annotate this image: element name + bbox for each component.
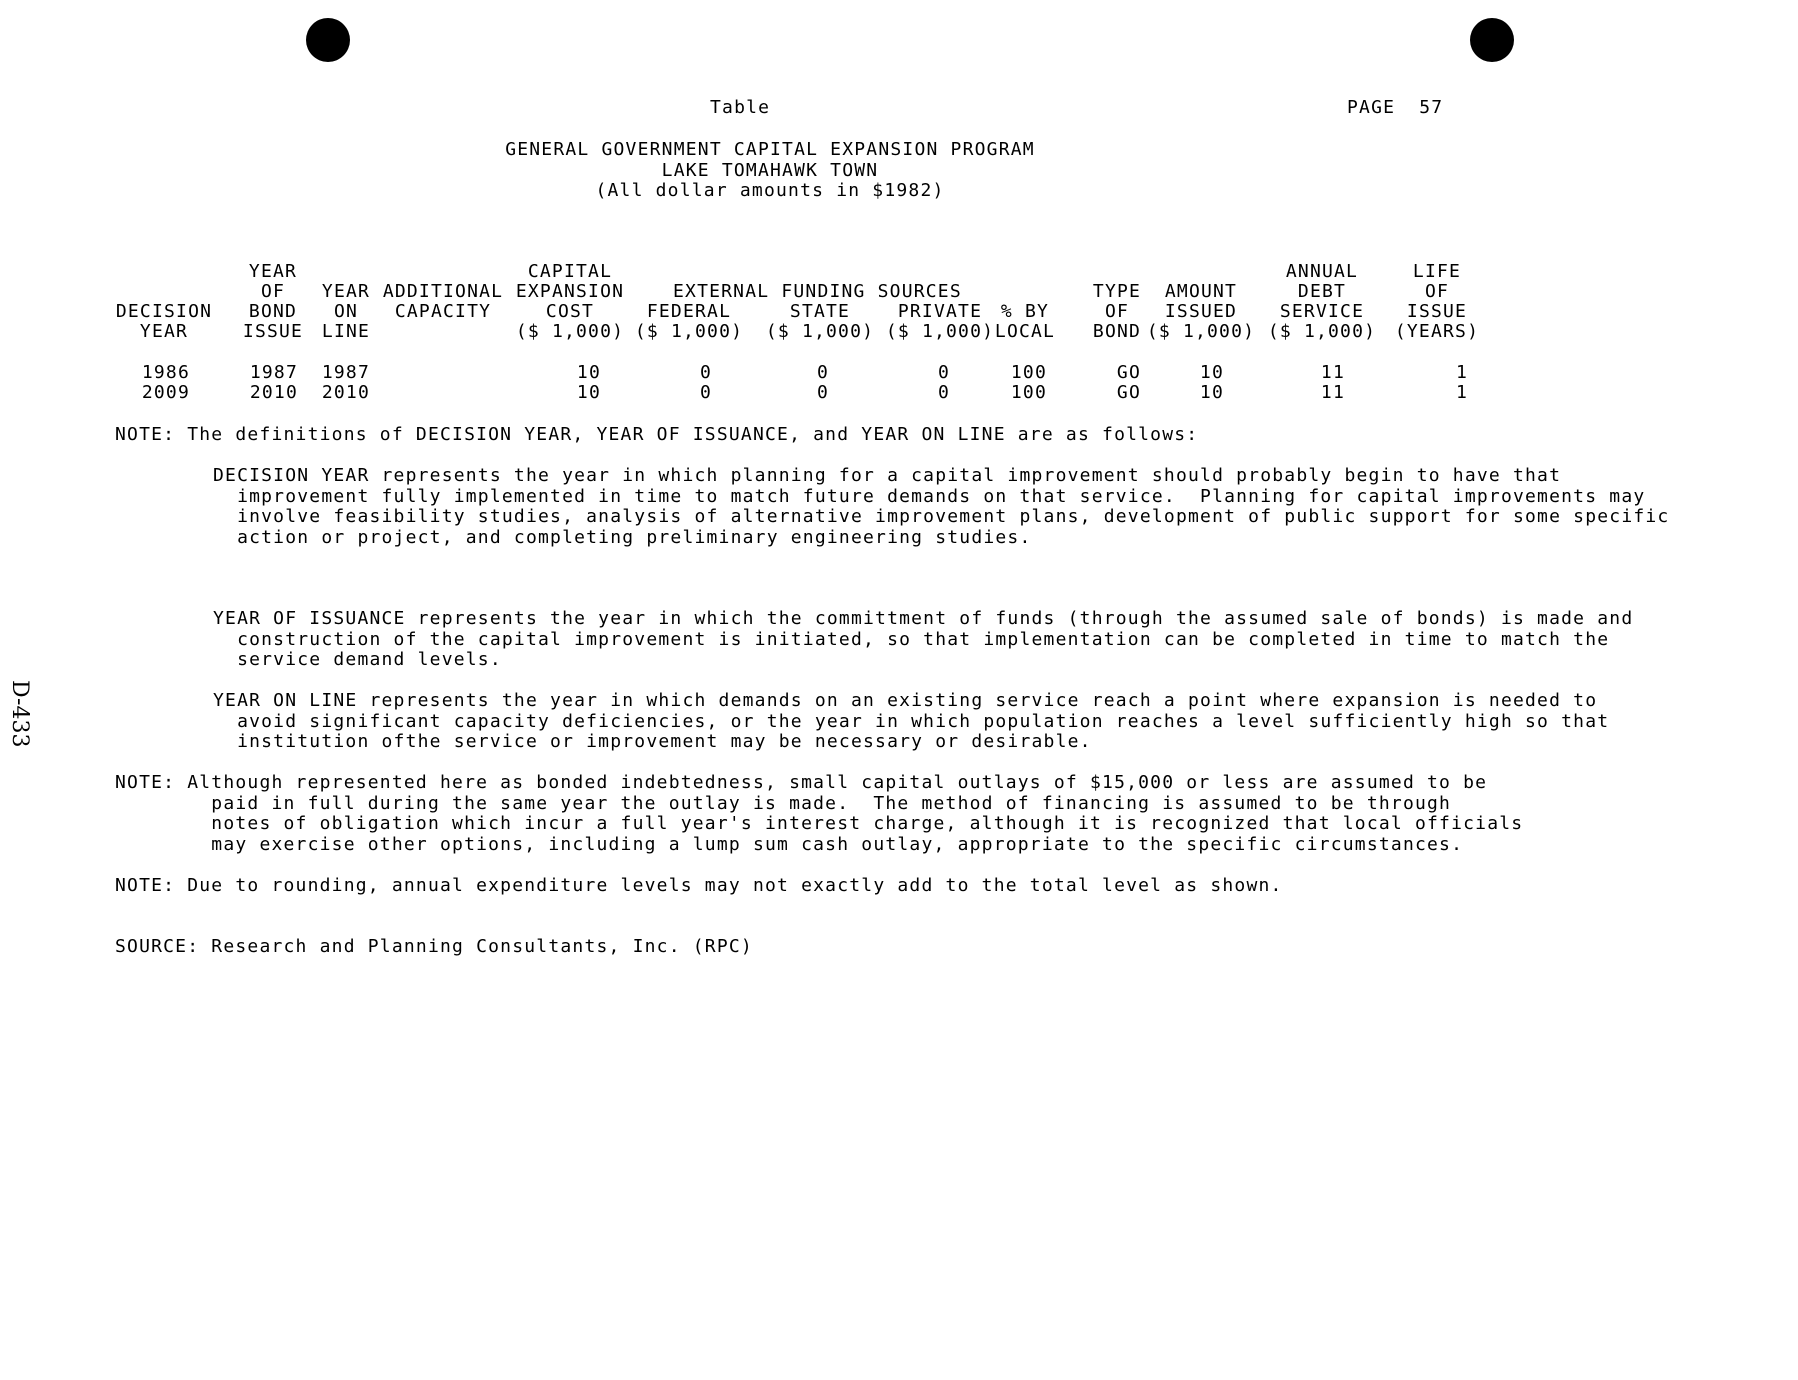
- column-header-line: LOCAL: [994, 321, 1056, 342]
- column-header-line: BOND: [248, 301, 298, 322]
- paragraph-line: action or project, and completing preliminary engineering studies.: [213, 527, 1032, 549]
- year-on-line-definition: [213, 691, 1609, 753]
- punch-hole-right: [1470, 18, 1514, 62]
- paragraph-line: avoid significant capacity deficiencies, or the year in which population reaches a level sufficiently high so that: [213, 710, 1610, 732]
- paragraph-line: may exercise other options, including a lump sum cash outlay, appropriate to the specific circumstances.: [115, 834, 1464, 856]
- column-header-line: COST: [545, 301, 595, 322]
- table-cell: GO: [1116, 382, 1141, 403]
- column-header-line: ANNUAL: [1285, 261, 1359, 282]
- page-number: PAGE 57: [1347, 97, 1444, 118]
- column-header-line: YEAR: [321, 281, 371, 302]
- document-title: [0, 140, 1540, 202]
- column-header-line: SERVICE: [1279, 301, 1365, 322]
- table-cell: 11: [1320, 382, 1345, 403]
- column-header-line: BOND: [1092, 321, 1142, 342]
- page-side-label: D-433: [7, 680, 32, 748]
- decision-year-definition: [213, 466, 1669, 549]
- column-header-line: LIFE: [1412, 261, 1462, 282]
- column-header-line: OF: [1424, 281, 1450, 302]
- table-cell: 10: [1199, 362, 1224, 383]
- table-cell: 1987: [321, 362, 370, 383]
- column-header-line: (YEARS): [1394, 321, 1480, 342]
- column-header-line: EXPANSION: [515, 281, 625, 302]
- paragraph-line: involve feasibility studies, analysis of alternative improvement plans, development of public support for some specific: [213, 506, 1670, 528]
- note-rounding: NOTE: Due to rounding, annual expenditure levels may not exactly add to the total level as shown.: [115, 875, 1283, 896]
- paragraph-line: YEAR OF ISSUANCE represents the year in which the committment of funds (through the assumed sale of bonds) is made and: [213, 608, 1634, 629]
- paragraph-line: paid in full during the same year the outlay is made. The method of financing is assumed to be through: [115, 792, 1452, 814]
- title-line-1: GENERAL GOVERNMENT CAPITAL EXPANSION PROGRAM: [505, 139, 1035, 160]
- column-header-line: DECISION: [115, 301, 213, 322]
- column-header-line: FEDERAL: [646, 301, 732, 322]
- paragraph-line: notes of obligation which incur a full year's interest charge, although it is recognized that local officials: [115, 813, 1524, 835]
- title-line-2: LAKE TOMAHAWK TOWN: [661, 159, 879, 181]
- column-header-line: ISSUE: [242, 321, 304, 342]
- column-header-line: STATE: [789, 301, 851, 322]
- column-header-line: OF: [260, 281, 286, 302]
- column-header-line: ($ 1,000): [515, 321, 625, 342]
- year-of-issuance-definition: [213, 609, 1633, 671]
- paragraph-line: DECISION YEAR represents the year in which planning for a capital improvement should probably begin to have that: [213, 465, 1562, 486]
- table-cell: 0: [699, 362, 712, 383]
- column-header-line: AMOUNT: [1164, 281, 1238, 302]
- source-note: SOURCE: Research and Planning Consultants, Inc. (RPC): [115, 936, 753, 957]
- paragraph-line: service demand levels.: [213, 649, 502, 671]
- table-cell: 0: [816, 382, 829, 403]
- note-definitions-intro: NOTE: The definitions of DECISION YEAR, YEAR OF ISSUANCE, and YEAR ON LINE are as follows:: [115, 424, 1199, 445]
- table-cell: 100: [1010, 382, 1047, 403]
- table-cell: 0: [937, 362, 950, 383]
- note-bonded-indebtedness: [115, 773, 1523, 856]
- table-cell: 0: [937, 382, 950, 403]
- paragraph-line: construction of the capital improvement is initiated, so that implementation can be completed in time to match the: [213, 628, 1610, 650]
- column-header-line: ISSUED: [1164, 301, 1238, 322]
- table-cell: 11: [1320, 362, 1345, 383]
- column-header-line: ON: [333, 301, 359, 322]
- title-line-3: (All dollar amounts in $1982): [595, 180, 945, 201]
- column-header-line: CAPACITY: [394, 301, 492, 322]
- table-cell: 2010: [249, 382, 298, 403]
- table-cell: GO: [1116, 362, 1141, 383]
- table-cell: 10: [1199, 382, 1224, 403]
- column-header-line: YEAR: [139, 321, 189, 342]
- column-header-line: % BY: [1000, 301, 1050, 322]
- column-header-line: ($ 1,000): [885, 321, 995, 342]
- column-header-line: DEBT: [1297, 281, 1347, 302]
- table-cell: 100: [1010, 362, 1047, 383]
- table-cell: 0: [699, 382, 712, 403]
- paragraph-line: NOTE: Although represented here as bonded indebtedness, small capital outlays of $15,000 or less are assumed to be: [115, 772, 1488, 793]
- table-cell: 10: [576, 362, 601, 383]
- column-header-line: TYPE: [1092, 281, 1142, 302]
- column-header-line: PRIVATE: [897, 301, 983, 322]
- table-cell: 0: [816, 362, 829, 383]
- column-header-line: ($ 1,000): [765, 321, 875, 342]
- table-cell: 2010: [321, 382, 370, 403]
- column-header-line: CAPITAL: [527, 261, 613, 282]
- paragraph-line: YEAR ON LINE represents the year in which demands on an existing service reach a point where expansion is needed to: [213, 690, 1598, 711]
- table-cell: 10: [576, 382, 601, 403]
- table-cell: 1: [1455, 362, 1468, 383]
- punch-hole-left: [306, 18, 350, 62]
- table-cell: 1986: [141, 362, 190, 383]
- table-label: Table: [710, 97, 771, 118]
- column-header-line: LINE: [321, 321, 371, 342]
- column-header-line: ADDITIONAL: [382, 281, 504, 302]
- table-cell: 1: [1455, 382, 1468, 403]
- paragraph-line: institution ofthe service or improvement may be necessary or desirable.: [213, 731, 1092, 753]
- column-header-line: ($ 1,000): [1146, 321, 1256, 342]
- column-header-line: ($ 1,000): [634, 321, 744, 342]
- column-header-line: OF: [1104, 301, 1130, 322]
- table-cell: 1987: [249, 362, 298, 383]
- paragraph-line: improvement fully implemented in time to match future demands on that service. Planning for capital improvements may: [213, 485, 1646, 507]
- column-header-line: ($ 1,000): [1267, 321, 1377, 342]
- external-funding-group-header: EXTERNAL FUNDING SOURCES: [673, 281, 962, 302]
- table-cell: 2009: [141, 382, 190, 403]
- column-header-line: ISSUE: [1406, 301, 1468, 322]
- column-header-line: YEAR: [248, 261, 298, 282]
